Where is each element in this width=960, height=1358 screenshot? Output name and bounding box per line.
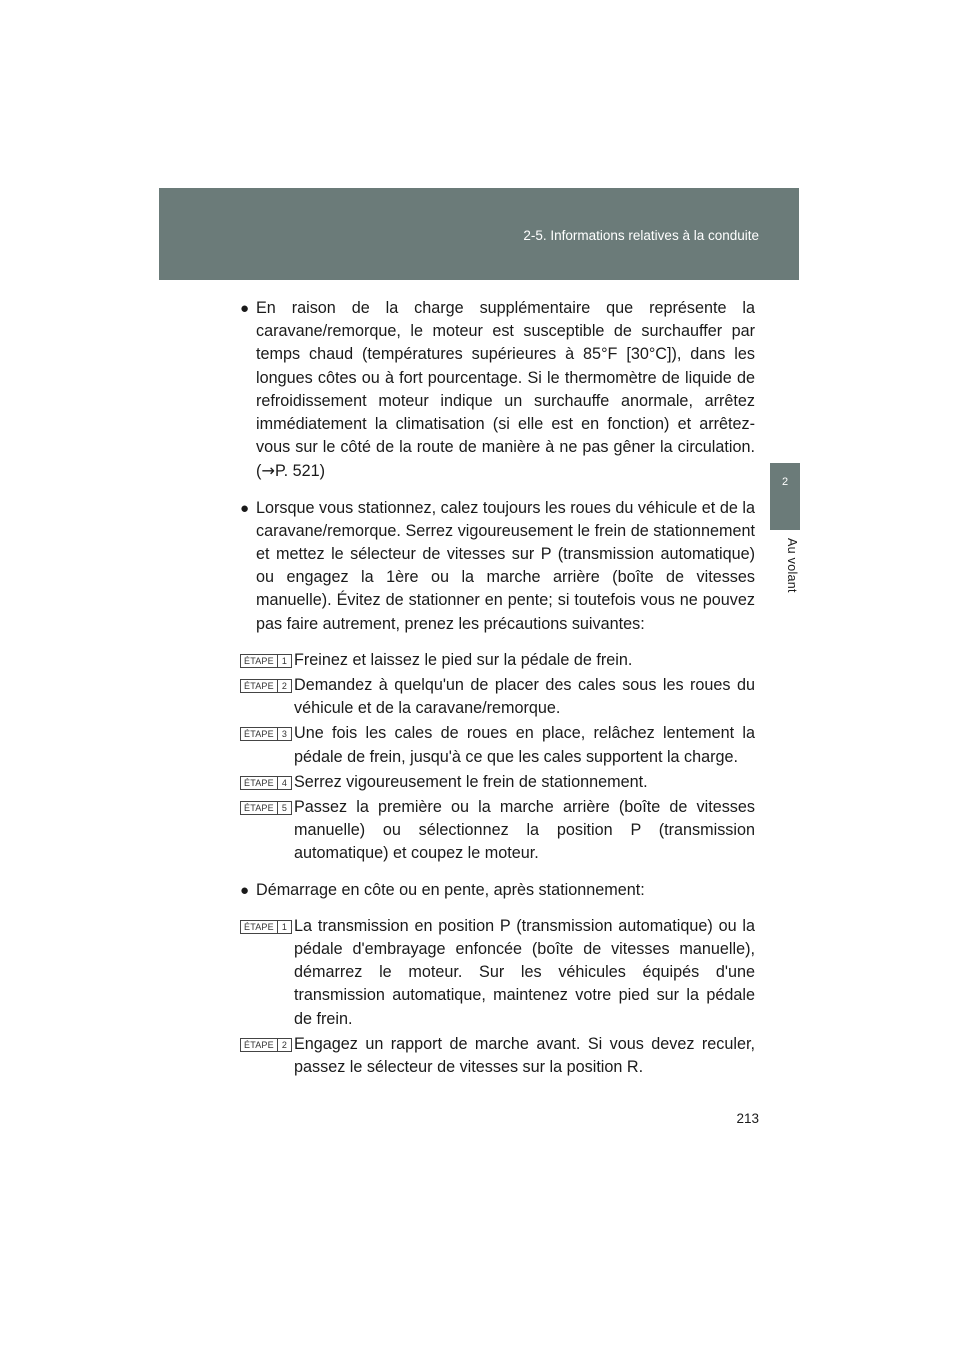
bullet-icon: ● (240, 499, 250, 517)
section-header-band (159, 188, 799, 280)
step-text: Une fois les cales de roues en place, relâchez lentement la pédale de frein, jusqu'à ce que les cales supportent la charge. (294, 724, 755, 766)
bullet-icon: ● (240, 881, 250, 899)
step-badge: ÉTAPE 5 (240, 801, 292, 815)
parking-steps (240, 649, 755, 866)
step-badge: ÉTAPE 2 (240, 679, 292, 693)
step-item (240, 915, 755, 1031)
step-badge: ÉTAPE 2 (240, 1038, 292, 1052)
chapter-tab (770, 463, 800, 530)
bullet-text: Démarrage en côte ou en pente, après stationnement: (256, 880, 645, 899)
page-reference: P. 521) (274, 462, 326, 481)
step-text: Serrez vigoureusement le frein de stationnement. (294, 772, 648, 791)
hill-start-steps (240, 915, 755, 1079)
step-text: Engagez un rapport de marche avant. Si vous devez reculer, passez le sélecteur de vitesses sur la position R. (294, 1034, 755, 1077)
step-item (240, 1033, 755, 1079)
step-item (240, 674, 755, 720)
chapter-label: Au volant (785, 538, 799, 593)
step-badge: ÉTAPE 3 (240, 727, 292, 741)
step-badge: ÉTAPE 1 (240, 654, 292, 668)
section-title: 2-5. Informations relatives à la conduite (523, 228, 759, 243)
arrow-icon: → (261, 461, 275, 481)
step-text: Demandez à quelqu'un de placer des cales sous les roues du véhicule et de la caravane/remorque. (294, 676, 755, 718)
chapter-number: 2 (781, 476, 789, 488)
step-badge: ÉTAPE 1 (240, 920, 292, 934)
bullet-overheating (240, 297, 755, 484)
step-item (240, 649, 755, 672)
bullet-icon: ● (240, 300, 250, 317)
bullet-text: Lorsque vous stationnez, calez toujours les roues du véhicule et de la caravane/remorque. Serrez vigoureusement le frein de stationnement et mettez le sélecteur de vitesses sur P (transmission automatique) ou engagez la 1ère ou la marche arrière (boîte de vitesses manuelle). Évitez de stationner en pente; si toutefois vous ne pouvez pas faire autrement, prenez les précautions suivantes: (256, 498, 755, 633)
bullet-text: En raison de la charge supplémentaire que représente la caravane/remorque, le moteur est susceptible de surchauffer par temps chaud (températures supérieures à 85°F [30°C]), dans les longues côtes ou à fort pourcentage. Si le thermomètre de liquide de refroidissement moteur indique un surchauffe anormale, arrêtez immédiatement la climatisation (si elle est en fonction) et arrêtez-vous sur le côté de la route de manière à ne pas gêner la circulation. ( (256, 299, 755, 481)
step-text: La transmission en position P (transmission automatique) ou la pédale d'embrayage enfoncée (boîte de vitesses manuelle), démarrez le moteur. Sur les véhicules équipés d'une transmission automatique, maintenez votre pied sur la pédale de frein. (294, 916, 755, 1028)
bullet-hill-start (240, 879, 755, 902)
step-item (240, 771, 755, 794)
step-badge: ÉTAPE 4 (240, 776, 292, 790)
bullet-parking (240, 497, 755, 636)
step-item (240, 722, 755, 768)
step-text: Passez la première ou la marche arrière (boîte de vitesses manuelle) ou sélectionnez la position P (transmission automatique) et coupez le moteur. (294, 798, 755, 863)
page-body (240, 297, 755, 1092)
step-item (240, 796, 755, 866)
page-number: 213 (736, 1111, 759, 1126)
step-text: Freinez et laissez le pied sur la pédale de frein. (294, 650, 633, 669)
